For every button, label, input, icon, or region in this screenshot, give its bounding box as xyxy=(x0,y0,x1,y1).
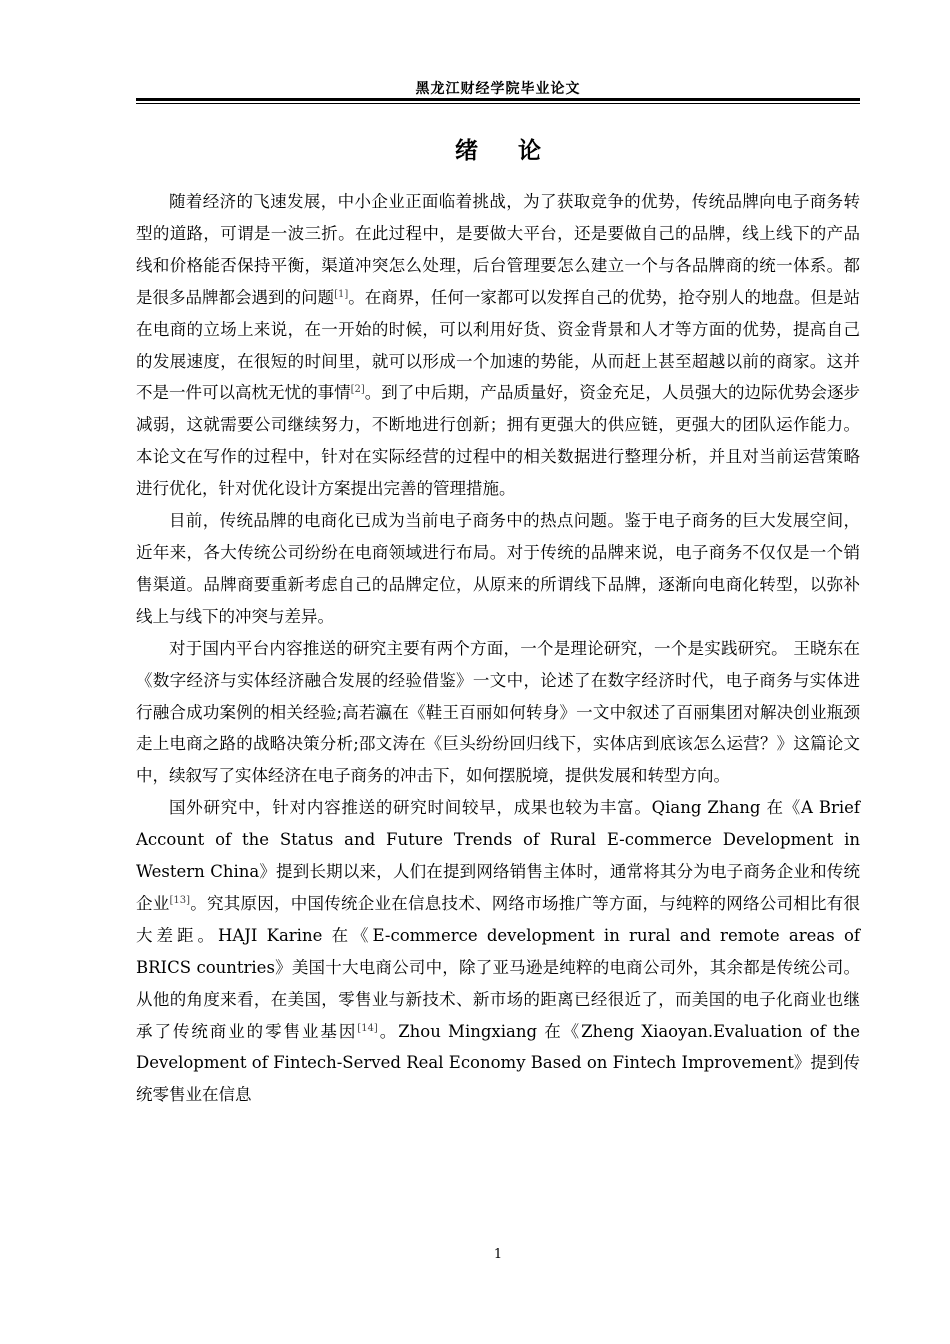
paragraph-4 xyxy=(136,792,860,1111)
header-rule-thin xyxy=(136,103,860,104)
citation-marker: [13] xyxy=(169,894,191,906)
paragraph-text: 。究其原因，中国传统企业在信息技术、网络市场推广等方面，与纯粹的网络公司相比有很大差距。HAJI Karine 在《E-commerce development in rural and remote areas of BRICS countries》美国十大电商公司中，除了亚马逊是纯粹的电商公司外，其余都是传统公司。从他的角度来看，在美国，零售业与新技术、新市场的距离已经很近了，而美国的电子化商业也继承了传统商业的零售业基因 xyxy=(136,893,861,1041)
paragraph-text: 对于国内平台内容推送的研究主要有两个方面，一个是理论研究，一个是实践研究。 王晓东在《数字经济与实体经济融合发展的经验借鉴》一文中，论述了在数字经济时代，电子商务与实体进行融合成功案例的相关经验;高若瀛在《鞋王百丽如何转身》一文中叙述了百丽集团对解决创业瓶颈走上电商之路的战略决策分析;邵文涛在《巨头纷纷回归线下，实体店到底该怎么运营？》这篇论文中，续叙写了实体经济在电子商务的冲击下，如何摆脱境，提供发展和转型方向。 xyxy=(136,638,860,786)
citation-marker: [14] xyxy=(357,1022,378,1034)
running-header: 黑龙江财经学院毕业论文 xyxy=(415,81,581,97)
paragraph-2 xyxy=(136,505,860,633)
paragraph-text: 目前，传统品牌的电商化已成为当前电子商务中的热点问题。鉴于电子商务的巨大发展空间，近年来，各大传统公司纷纷在电商领域进行布局。对于传统的品牌来说，电子商务不仅仅是一个销售渠道。品牌商要重新考虑自己的品牌定位，从原来的所谓线下品牌，逐渐向电商化转型，以弥补线上与线下的冲突与差异。 xyxy=(136,511,860,626)
citation-marker: [1] xyxy=(334,288,349,300)
chapter-title: 绪论 xyxy=(455,137,581,164)
body-text xyxy=(136,186,860,1111)
paragraph-text: 。Zhou Mingxiang 在《Zheng Xiaoyan.Evaluation of the Development of Fintech-Served Real Economy Based on Fintech Improvement》提到传统零售业在信息 xyxy=(136,1021,860,1105)
paragraph-3 xyxy=(136,633,860,793)
page-number: 1 xyxy=(493,1247,503,1262)
citation-marker: [2] xyxy=(350,384,365,396)
paragraph-text: 随着经济的飞速发展，中小企业正面临着挑战，为了获取竞争的优势，传统品牌向电子商务转型的道路，可谓是一波三折。在此过程中，是要做大平台，还是要做自己的品牌，线上线下的产品线和价格能否保持平衡，渠道冲突怎么处理，后台管理要怎么建立一个与各品牌商的统一体系。都是很多品牌都会遇到的问题 xyxy=(136,192,860,307)
paragraph-text: 。在商界，任何一家都可以发挥自己的优势，抢夺别人的地盘。但是站在电商的立场上来说，在一开始的时候，可以利用好货、资金背景和人才等方面的优势，提高自己的发展速度，在很短的时间里，就可以形成一个加速的势能，从而赶上甚至超越以前的商家。这并不是一件可以高枕无忧的事情 xyxy=(136,287,861,403)
paragraph-1 xyxy=(136,186,860,505)
paragraph-text: 。到了中后期，产品质量好，资金充足，人员强大的边际优势会逐步减弱，这就需要公司继续努力，不断地进行创新；拥有更强大的供应链，更强大的团队运作能力。本论文在写作的过程中，针对在实际经营的过程中的相关数据进行整理分析，并且对当前运营策略进行优化，针对优化设计方案提出完善的管理措施。 xyxy=(136,383,861,499)
paragraph-text: 国外研究中，针对内容推送的研究时间较早，成果也较为丰富。Qiang Zhang 在《A Brief Account of the Status and Future Trends of Rural E-commerce Development in Western China》提到长期以来，人们在提到网络销售主体时，通常将其分为电子商务企业和传统企业 xyxy=(136,798,860,913)
header-rule-thick xyxy=(136,98,860,101)
